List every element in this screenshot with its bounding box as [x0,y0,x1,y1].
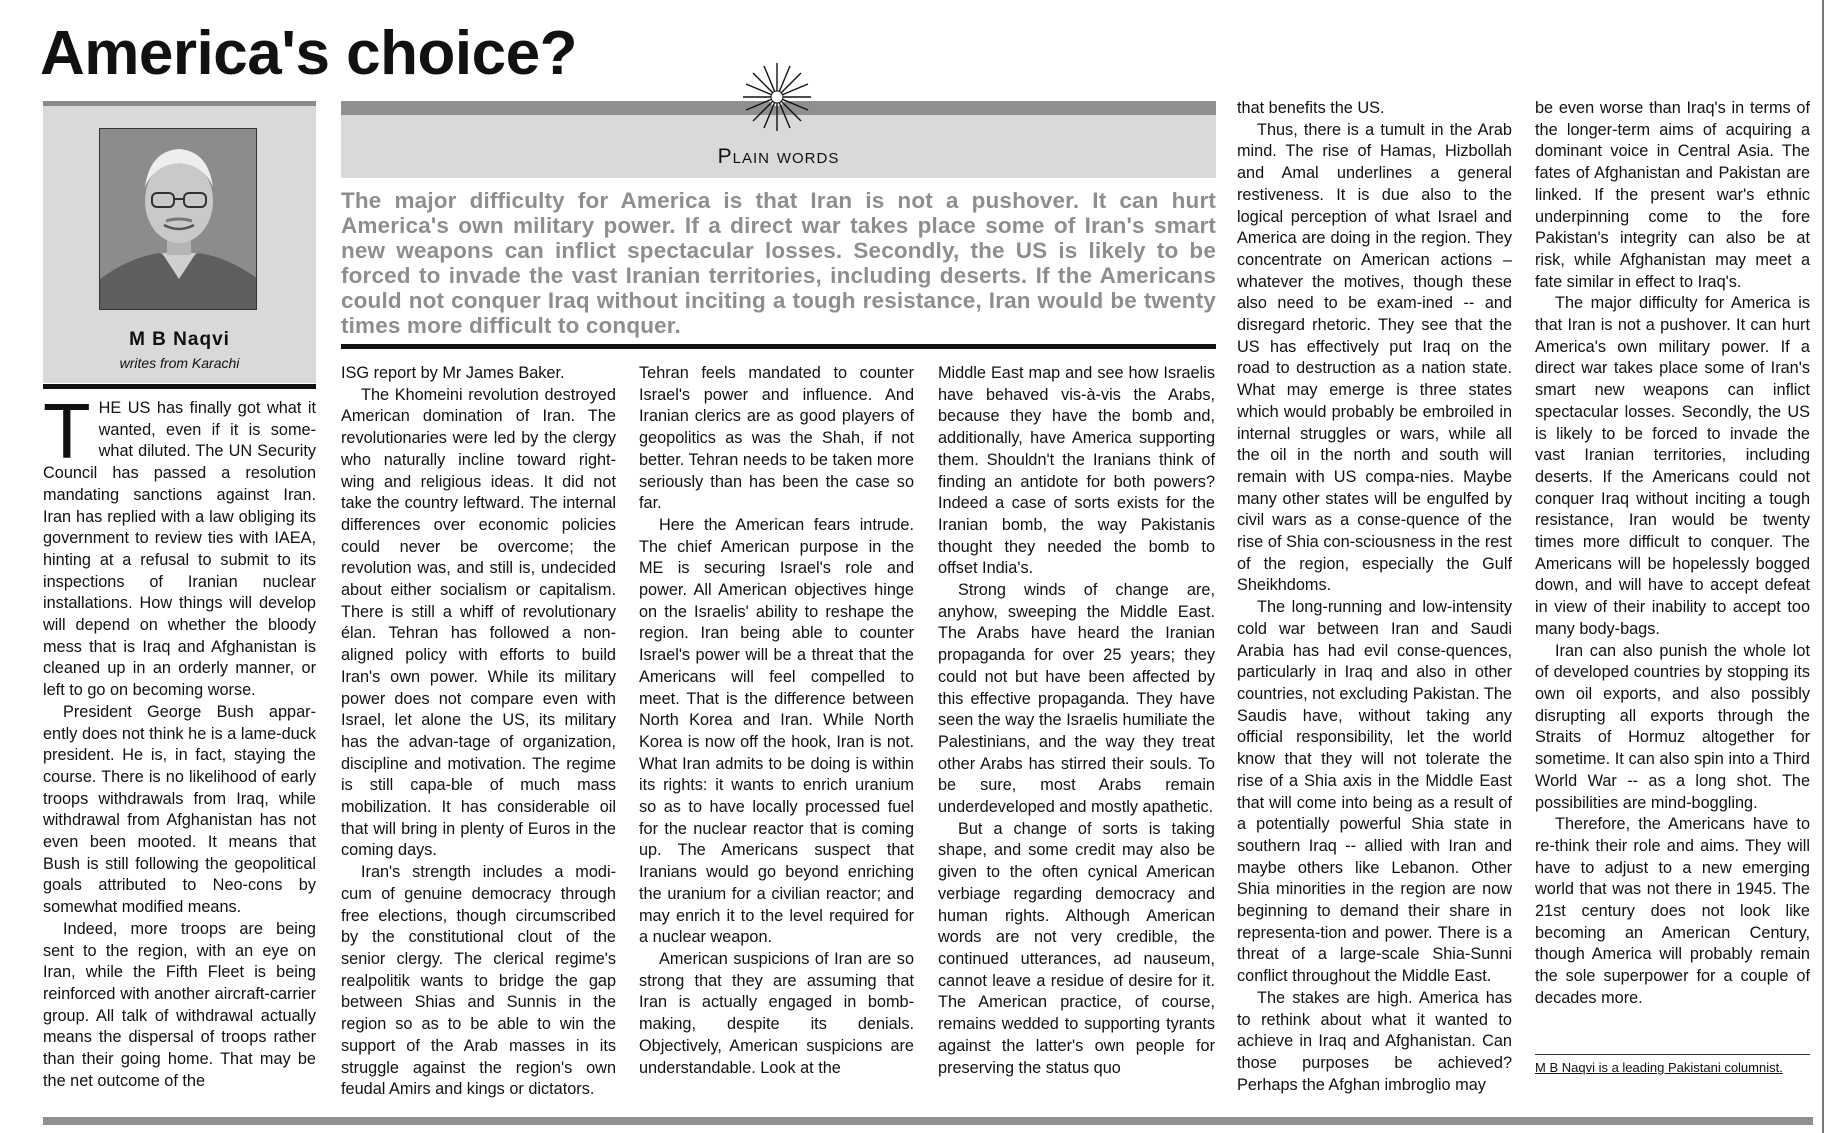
paragraph: The stakes are high. America has to rethink about what it wanted to achieve in Iraq and Afghanistan. Can those purposes be achieved? Perhaps the Afghan imbroglio may [1237,988,1512,1094]
paragraph: ISG report by Mr James Baker. [341,364,565,382]
paragraph: The major difficulty for America is that Iran is not a pushover. It can hurt America's own military power. If a direct war takes place some of Iran's smart new weapons can inflict spectacular losses. Secondly, the US is likely to be forced to invade the vast Iranian territories, including deserts. If the Americans could not conquer Iraq without inciting a tough resistance, Iran would be twenty times more difficult to conquer. The Americans will be hopelessly bogged down, and will have to accept defeat in view of their inability to accept too many body-bags. [1535,294,1810,638]
paragraph: Iran's strength includes a modi-cum of genuine democracy through free elections, though circumscribed by the constitutional clout of the senior clergy. The clerical regime's realpolitik wants to bridge the gap between Shias and Sunnis in the region so as to be able to win the support of the Arab masses in its struggle against the region's own feudal Amirs and kings or dictators. [341,863,616,1099]
page-edge [1822,0,1824,1133]
author-location: writes from Karachi [119,355,240,371]
author-box [43,101,316,383]
drop-cap: T [43,398,91,475]
pullquote-text: The major difficulty for America is that Iran is not a pushover. It can hurt America's own military power. If a direct war takes place some of Iran's smart new weapons can inflict spectacular losses. Secondly, the US is likely to be forced to invade the vast Iranian territories, including deserts. If the Americans could not conquer Iraq without inciting a tough resistance, Iran would be twenty times more difficult to conquer. [341,188,1216,338]
paragraph: The long-running and low-intensity cold war between Iran and Saudi Arabia has had evil conse-quences, particularly in Iraq and also in other countries, not excluding Pakistan. The Saudis have, without taking any official responsibility, let the world know that they will not tolerate the rise of a Shia axis in the Middle East that will come into being as a result of a potentially powerful Shia state in southern Iraq -- allied with Iran and maybe others like Lebanon. Other Shia minorities in the region are now beginning to demand their share in representa-tion and power. There is a threat of a large-scale Shia-Sunni conflict throughout the Middle East. [1237,598,1512,986]
article-column-2 [341,363,616,1111]
paragraph: that benefits the US. [1237,99,1385,117]
paragraph: THE US has finally got what it wanted, even if it is some-what diluted. The UN Security Council has passed a resolution mandating sanctions against Iran. Iran has replied with a law obliging its government to review ties with IAEA, hinting at a refusal to submit to its inspections of Iranian nuclear installations. How things will develop will depend on whether the bloody mess that is Iraq and Afghanistan is cleaned up in an orderly manner, or left to go on becoming worse. [43,398,316,700]
paragraph: American suspicions of Iran are so strong that they are assuming that Iran is actually engaged in bomb-making, despite its denials. Objectively, American suspicions are understandable. Look at the [639,949,914,1077]
paragraph: Middle East map and see how Israelis have behaved vis-à-vis the Arabs, because they have the bomb and, additionally, have America supporting them. Shouldn't the Iranians think of finding an antidote for both powers? Indeed a case of sorts exists for the Iranian bomb, the way Pakistanis thought they needed the bomb to offset India's. [938,364,1215,578]
starburst-icon [742,62,812,132]
footnote-rule [1535,1054,1810,1055]
article-column-6 [1535,98,1810,1038]
article-column-5 [1237,98,1512,1111]
pullquote-label: Plain words [717,145,840,168]
paragraph: be even worse than Iraq's in terms of the longer-term aims of acquiring a dominant voice in Central Asia. The fates of Afghanistan and Pakistan are linked. If the present war's ethnic underpinning come to the fore Pakistan's integrity can also be at risk, while Afghanistan may meet a fate similar in effect to Iraq's. [1535,99,1810,291]
article-column-3 [639,363,914,1111]
paragraph: Strong winds of change are, anyhow, sweeping the Middle East. The Arabs have heard the Iranian propaganda for over 25 years; they could not but have been affected by this effective propaganda. They have seen the way the Israelis humiliate the Palestinians, and the way they treat other Arabs has stirred their souls. To be sure, most Arabs remain underdeveloped and mostly apathetic. [938,581,1215,817]
paragraph: But a change of sorts is taking shape, and some credit may also be given to the often cynical American verbiage regarding democracy and human rights. Although American words are not very credible, the continued utterances, ad nauseum, cannot leave a residue of desire for it. The American practice, of course, remains wedded to supporting tyrants against the latter's own people for preserving the status quo [938,819,1215,1077]
paragraph: Tehran feels mandated to counter Israel's power and influence. And Iranian clerics are as good players of geopolitics as was the Shah, if not better. Tehran needs to be taken more seriously than has been the case so far. [639,364,914,513]
paragraph: Indeed, more troops are being sent to the region, with an eye on Iran, while the Fifth Fleet is being reinforced with another aircraft-carrier group. All talk of withdrawal actually means the dispersal of troops rather than their going home. That may be the net outcome of the [43,919,316,1090]
author-footnote: M B Naqvi is a leading Pakistani columnist. [1535,1060,1783,1075]
article-column-4 [938,363,1215,1111]
paragraph: Here the American fears intrude. The chief American purpose in the ME is securing Israel's role and power. All American objectives hinge on the Israelis' ability to reshape the region. Iran being able to counter Israel's power will be a threat that the Americans will feel compelled to meet. That is the difference between North Korea and Iran. While North Korea is now off the hook, Iran is not. What Iran admits to be doing is within its rights: it wants to enrich uranium so as to have locally processed fuel for the nuclear reactor that is coming up. The Americans suspect that Iranians would go beyond enriching the uranium for a civilian reactor; and may enrich it to the level required for a nuclear weapon. [639,515,914,947]
pullquote-bottom-rule [341,344,1216,349]
article-column-1 [43,398,316,1110]
headline: America's choice? [40,19,577,88]
author-portrait-icon [99,128,257,310]
paragraph: Therefore, the Americans have to re-think their role and aims. They will have to adjust to a new emerging world that was not there in 1945. The 21st century does not look like becoming an American Century, though America will probably remain the sole superpower for a couple of decades more. [1535,815,1810,1007]
paragraph: Iran can also punish the whole lot of developed countries by stopping its own oil exports, and also possibly disrupting all exports through the Straits of Hormuz altogether for sometime. It can also spin into a Third World War -- as a long shot. The possibilities are mind-boggling. [1535,641,1810,812]
paragraph: Thus, there is a tumult in the Arab mind. The rise of Hamas, Hizbollah and Amal underlines a general restiveness. It is due also to the logical perception of what Israel and America are doing in the region. They concentrate on American actions – whatever the motives, though these also need to be exam-ined -- and disregard rhetoric. They see that the US has effectively put Iraq on the road to destruction as a nation state. What may emerge is three states which would probably be embroiled in internal struggles or wars, while all the oil in the north and south will remain with US compa-nies. Maybe many other states will be engulfed by civil wars as a conse-quence of the rise of Shia con-sciousness in the rest of the region, especially the Gulf Sheikhdoms. [1237,120,1512,595]
author-name: M B Naqvi [129,329,230,350]
paragraph: The Khomeini revolution destroyed American domination of Iran. The revolutionaries were led by the clergy who naturally incline toward right-wing and religious ideas. It did not take the country leftward. The internal differences over economic policies could never be overcome; the revolution was, and still is, undecided about either socialism or capitalism. There is still a whiff of revolutionary élan. Tehran has followed a non-aligned policy with efforts to build Iran's own power. While its military power does not compare even with Israel, let alone the US, its military has the advan-tage of organization, discipline and motivation. The regime is still capa-ble of much mass mobilization. It has considerable oil that will bring in plenty of Euros in the coming days. [341,385,616,860]
author-rule [43,384,316,389]
bottom-rule [43,1117,1813,1125]
paragraph: President George Bush appar-ently does not think he is a lame-duck president. He is, in fact, staying the course. There is no likelihood of early troops withdrawals from Iraq, while withdrawal from Afghanistan has not even been mooted. It means that Bush is still following the geopolitical goals attributed to Neo-cons by somewhat modified means. [43,702,316,917]
